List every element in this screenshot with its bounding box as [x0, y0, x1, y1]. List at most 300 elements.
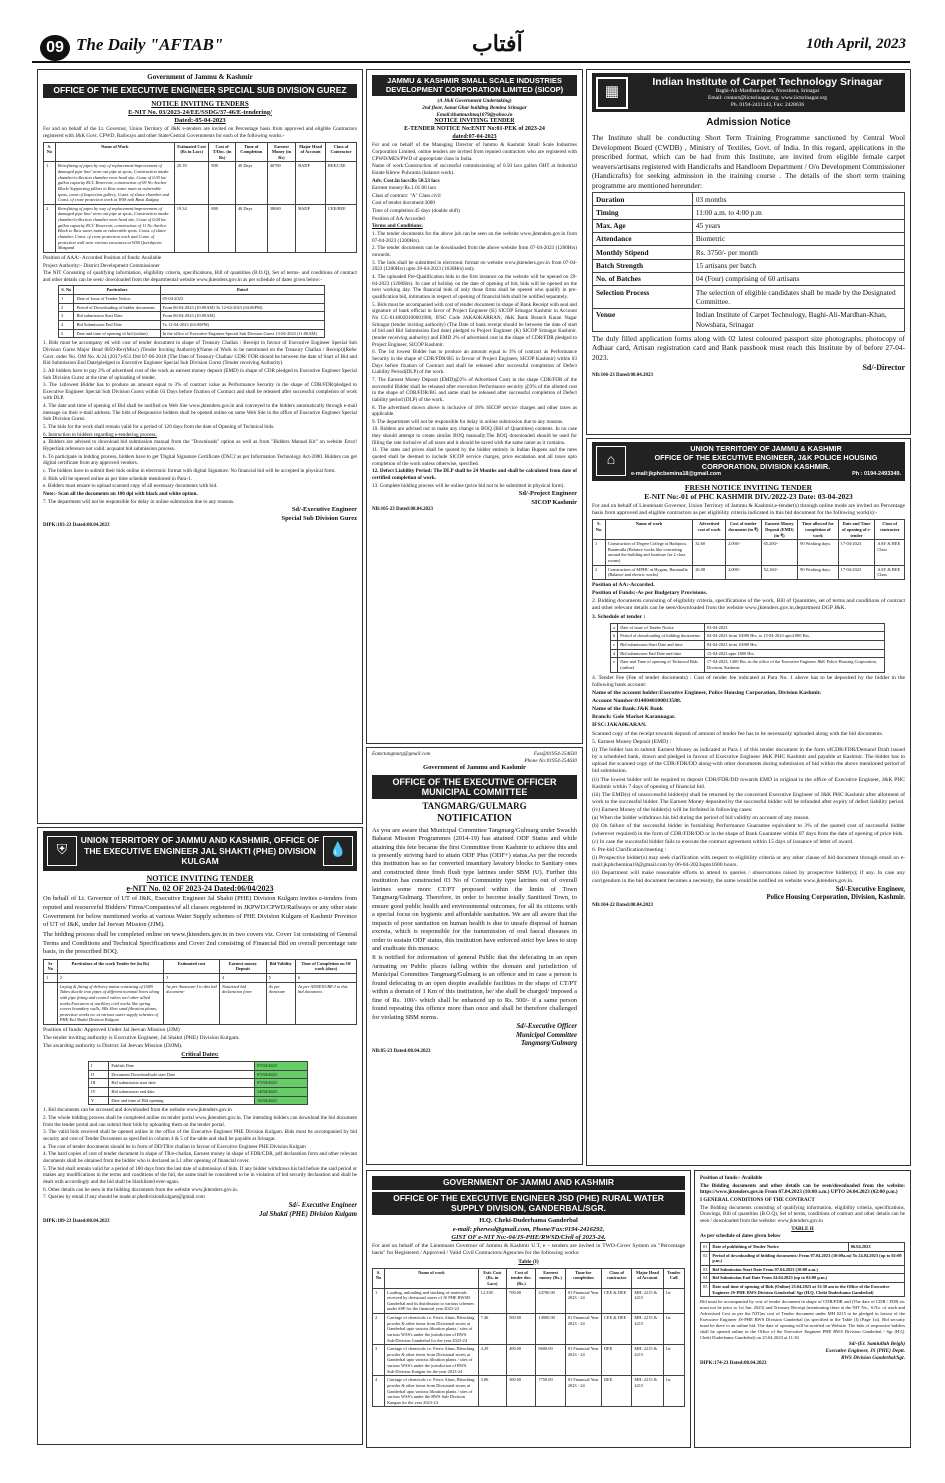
table-row [373, 1345, 685, 1376]
table-cell: 1st [663, 1345, 685, 1376]
works-table [592, 519, 905, 580]
body-text: The Bidding documents and other details can be seen/downloaded from the website: https://www.jktenders.gov.in From 07.04.2023 (10:00 a.m.) UPTO 24.04.2023 (02:00 p.m.) [700, 1182, 905, 1196]
table-cell: Selection Process [593, 286, 693, 309]
table-cell: 17-04-2023, 1400 Hrs. in the office of the Executive Engineer J&K Police Housing Corporation, Division, Kashmir. [704, 658, 885, 672]
table-cell: AAY & BEE Class [875, 540, 905, 566]
table-cell: 1st [663, 1376, 685, 1407]
nit-text: The NIT Consisting of qualifying information, eligibility criteria, specifications, Bill of quantities (B.O.Q), Set of terms- and conditions of contract and other details can be seen/ downloaded from the departmental website www.jktenders.gov.in as per schedule of dates given below:- [43, 270, 357, 283]
signature: Sd/-Director [862, 363, 905, 373]
ad-ganderbal-conditions [694, 1170, 911, 1448]
table-cell: Class of contractor [601, 1268, 632, 1288]
table-row [593, 540, 905, 566]
condition: 9. The department will not be responsible for delay in online submission due to any reasons. [372, 418, 564, 425]
table-cell: Carriage of chemicals i.e. Ferric Alum, Bleaching powder & other items from Divisional stores at Ganderbal upto various filtration plants / sites of various WSS's under the jurisdiction of RWS. Sub-Division Kangan for the year 2023-24 [385, 1345, 479, 1376]
paper-logo: آفتاب [472, 31, 523, 57]
table-cell: Attendance [593, 232, 693, 245]
aa-position: Position of AA:Accorded [372, 215, 425, 222]
acct-line: Name of the account holder:Executive Engineer, Police Housing Corporation, Division Kashmir. [592, 689, 822, 696]
ad-kulgam-tender [37, 827, 363, 1445]
enit-date: dated:07-04-2023 [452, 133, 497, 140]
body-text: Bid must be accompanied by cost of tender document in shape of CDR/FDR and (The date of CDR / FDR etc must not be prior to 1st Jan. 2023) and Treasury Receipt (mentioning there at the NIT No., S.No. of work and Advertised Cost as per the NIT)as cost of Tender document under MH 0215 to be pledged in favour of the Executive Engineer JS-PHE RWS Division Ganderbal (as specified in the Table (I) (Page 1st). Bid security must be there to an online bid. The date of opening will be notified on Website. The bids of responsive bidders shall be opened online in the Office of the Executive Engineer PHE RWS Division Ganderbal / Sgr (H.Q. Cheki Duderhama Ganderbal) on 25.04.2023 at 11:30 [700, 1299, 905, 1340]
table-cell: 40 Days [235, 162, 267, 204]
table-cell: 07/04/2023 [254, 1070, 307, 1079]
table-row [89, 1062, 308, 1071]
enit-date: Dated:-05-04-2023 [174, 116, 226, 124]
table-cell: The selection of eligible candidates shall be made by the Designated Committee. [692, 286, 904, 309]
funds-position: Position of funds:- Available [700, 1175, 763, 1181]
table-row [59, 320, 325, 329]
table-cell: Particulars [74, 286, 160, 295]
contact-row [631, 471, 901, 478]
jk-emblem-icon: ⛨ [47, 836, 77, 866]
critical-dates-heading: Critical Dates: [181, 1051, 219, 1058]
body-text: 2. Bidding documents consisting of eligibility criteria, specifications of the work, Bill of Quantities, set of terms and conditions of contract and other relevant details can be seen/downloaded from the website www.jktenders.gov.in,department DGP J&K. [592, 598, 906, 612]
enit-number: GIST OF e-NIT No:-04/JS-PHE/RWSD/Civil of 2023-24. [451, 1233, 606, 1241]
table-cell: II [89, 1070, 109, 1079]
table-row [701, 1283, 905, 1297]
position-text: Position of AAA:- Accorded Position of funds: Available [43, 254, 162, 261]
table-cell: Estt. Cost (Rs. in Lacs) [478, 1268, 506, 1288]
table-cell: MH: 2215 & 4215 [632, 1288, 663, 1314]
table-cell: 15 artisans per batch [692, 259, 904, 272]
table-cell: 04-04-2023 from 10000 Hrs. to 15-04-2023 upto1800 Hrs. [704, 632, 885, 641]
condition: 5. Bids must be accompanied with cost of tender document in shape of Bank Receipt with seal and signature of bank official in favor of Project Engineer (K) SICOP Srinagar Kashmir in Account No CC-0140020100001980, IFSC Code JAKA0KARRAN, J&K Bank Branch Karan Nagar Srinagar (tender inviting authority) (The Date of bank receipt should be between the date of start of bid and Bid Submission End date) pledged to Project Engineer (K) SICOP Srinagar Kashmir. (tender receiving authority) and EMD 2% of advertised cost in the shape of CDR/FDR pledged to Project Engineer, SICOP Kashmir. [372, 301, 578, 348]
table-cell: Date and Time of opening of e-tender [838, 520, 875, 540]
table-cell: 07/04/2023 [254, 1079, 307, 1088]
table-cell: 5 [59, 329, 74, 338]
notice-title: NOTIFICATION [437, 812, 512, 824]
col-header: Cost of T/Doc. (in Rs) [209, 142, 235, 162]
signature-division: RWS Division Ganderbal/Sgr. [840, 1354, 905, 1361]
emd-clause: (c) In case the successful bidder fails to execute the contract agreement within 15 days of issuance of letter of award. [592, 838, 854, 845]
ad-gurez-tender [37, 69, 363, 824]
table-cell: Earnest Money Deposit (EMD) (in ₹) [761, 520, 798, 540]
table-cell: 05-04-2023 [160, 295, 324, 304]
signature-office: SICOP Kashmir [531, 498, 577, 506]
table-cell: Venue [593, 308, 693, 331]
condition: 13. Complete bidding process will be online (price bid not to be submitted in physical form). [372, 482, 565, 489]
clause: 7. The department will not be responsible for delay in online submission due to any reasons. [43, 498, 235, 505]
condition: 8. The advertised shown above is inclusive of 18% SICOP service charges and other taxes as applicable. [372, 404, 577, 418]
table-cell: Earnest money (Rs.) [536, 1268, 565, 1288]
org-name: Indian Institute of Carpet Technology Srinagar [652, 76, 883, 88]
nb-number: NB:104-22 Dated:08.04.2023 [592, 903, 653, 909]
table-cell: IV [89, 1088, 109, 1097]
table-cell: BADP [296, 162, 326, 204]
signature: Sd/- Executive Engineer [288, 1201, 357, 1209]
signature: Sd/-Project Engineer [518, 490, 577, 498]
intro-text: For and on behalf of the Lieutenant Governor of Jammu & Kashmir U.T, e – tenders are invited in TWO-Cover System on "Percentage basis" for Registered / Approved / Valid Civil Contractors/Agencies for the following works: [372, 1243, 685, 1257]
table-cell: 7.46 [478, 1314, 506, 1345]
clause: 3. The 1stlowest Bidder has to produce an amount equal to 3% of contract value as Performance Security in the shape of CDR/FDR/pledged to Executive Engineer Special Sub Division Gurez within 03 Days before fixation of Contract and shall be released after successful completion of work with DLP. [43, 382, 357, 402]
table-row [89, 1070, 308, 1079]
table-cell: 03 [701, 1265, 710, 1274]
table-cell: 4.29 [478, 1345, 506, 1376]
table-row [373, 1376, 685, 1407]
gov-banner: GOVERNMENT OF JAMMU AND KASHMIR [372, 1176, 685, 1190]
notice-title: Admission Notice [706, 117, 791, 129]
table-cell: AAY & BEE Class [875, 565, 905, 579]
table-cell: Bid Submission End Date [74, 320, 160, 329]
table-cell: Document Download/sale start Date [109, 1070, 254, 1079]
emd-clause: (iii) The EMD(s) of unsuccessful bidder(s) shall be returned by the concerned Executive Engineer of J&K PHC Kashmir after allotment of work to the successful bidder. The Earnest Money deposited by the successful bidder will be refunded after expiry of defect liability period. [592, 791, 905, 805]
emd-clause: (ii) Department will make reasonable efforts to attend to queries / observations raised by prospective bidder(s); if any. In case any corrigendum in the bid document becomes a necessity, the same would be notified on website www.jktenders.gov.in. [592, 870, 905, 884]
table-row [44, 204, 357, 252]
notice-title: FRESH NOTICE INVITING TENDER [684, 482, 813, 492]
paper-name: The Daily "AFTAB" [76, 35, 224, 54]
table-cell: S. No [59, 286, 74, 295]
table-cell: Date and time of opening of Bids (Online) 25.04.2023 at 11:30 am in the Office of the Executive Engineer JS-PHE RWS Division Ganderbal/ Sgr (H.Q. Cheki Duderhama Ganderbal) [710, 1283, 905, 1297]
iict-logo-icon: ▦ [596, 77, 628, 109]
completion-time: Time of completion:45 days (double shift) [372, 208, 460, 215]
table-cell: 40 Days [235, 204, 267, 252]
table-cell: d [611, 649, 618, 658]
table-cell: 400.00 [507, 1345, 536, 1376]
table-cell: Batch Strength [593, 259, 693, 272]
table-cell: As per ANNEXURE-I to this bid document. [295, 982, 356, 1024]
table-cell: 17-04-2023 [838, 540, 875, 566]
table-cell: Time for completion [565, 1268, 601, 1288]
clause: b. To participate in bidding process, bidders have to get 'Digital Signature Certificate (DSC)' as per Information Technology Act-2000. Bidders can get digital certificate from any approved vendors. [43, 453, 357, 467]
table-cell: 05 [701, 1283, 710, 1297]
table-cell: 26.08 [693, 565, 726, 579]
table-cell: MH: 2215 & 4215 [632, 1345, 663, 1376]
table-cell: 01 [701, 1242, 710, 1251]
intro-text: On behalf of Lt. Governor of UT of J&K, Executive Engineer Jal Shakti (PHE) Division Kulgam invites e-tenders from reputed and resourceful Bidders/ Firms/Companies/of all classes registered in JKPWD/CPWD/Railways or any other state Government for below mentioned works at various Water Supply schemes of PHE Division Kulgam of Kashmir Province of UT of J&K, under Jal Jeevan Mission (JJM). [43, 895, 357, 929]
doc-cost: Cost of tender document:3000 [372, 200, 435, 207]
phone: Ph : 0194-2493349. [852, 471, 901, 478]
intro-text: The Institute shall be conducting Short Term Training Programme sanctioned by Central Wool Development Board (CWDB) , Ministry of Textiles, Govt. of India. In this regard, applications in the prescribed format, which can be had from this Institute, are invited from eligible female carpet weavers/artisans registered with Handicrafts and Handloom Department / O/o Development Commissioner (Handicrafts) for seeking admission in the training course . The details of the short term training programme are mentioned hereunder: [592, 133, 905, 190]
table-cell: I [89, 1062, 109, 1071]
table-row [611, 649, 885, 658]
emd-clause: (i) Prospective bidder(s) may seek clarification with respect to eligibility criteria or any other clause of bid document through email on e-mail:jkphcbemina18@gmail.com by 06-04-2023upto1600 hours. [592, 855, 905, 869]
table-cell: 32.60 [693, 540, 726, 566]
table-cell: MH: 2215 & 4215 [632, 1376, 663, 1407]
table-cell: 5 [266, 974, 295, 983]
emd-heading: 5. Earnest Money Deposit (EMD) : [592, 738, 671, 745]
place: TANGMARG/GULMARG [422, 801, 527, 812]
signature-office: Executive Engineer, JS (PHE) Deptt. [825, 1348, 905, 1355]
org-banner: JAMMU & KASHMIR SMALL SCALE INDUSTRIES DEVELOPMENT CORPORATION LIMITED (SICOP) [372, 75, 577, 96]
table-row [373, 1314, 685, 1345]
intro-text: For and on behalf of the Lt. Governor, Union Territory of J&K e-tenders are invited on Percentage basis from approved and eligible Contractors registered with J&K Govt. CPWD, Railways and other State/Central Governments for each of the following works:- [43, 126, 357, 139]
intro-text: For and on behalf of the Managing Director of Jammu & Kashmir Small Scale Industries Corporation Limited, online tenders are invited from reputed contractors who are registered with CPWD/MES/PWD of appropriate class in India. [372, 142, 577, 162]
condition: 4. The uploaded Pre-Qualification bids in the first instance on the website will be opened on 29-04-2023 (1200Hrs). In case of holiday on the date of opening of bid, bids will be opened on the next working day. The financial bids of only those firms shall be opened who qualify in pre-qualification bid, intimation in respect of opening of financial bids shall be notified separately. [372, 274, 578, 301]
table-cell: 1 [593, 540, 606, 566]
table-row [701, 1251, 905, 1265]
notice-title: NOTICE INVITING TENDERS [151, 99, 249, 108]
table-cell: Date and time of Bid opening [109, 1096, 254, 1105]
org-email: Email:khatmushtaq1079@yahoo.in [436, 111, 513, 118]
page-number: 09 [40, 35, 70, 61]
col-header: Time of Completion [235, 142, 267, 162]
table-cell: 4 [59, 320, 74, 329]
table-cell: BEE/CEE [325, 162, 356, 204]
clause: 5. The bids for the work shall remain valid for a period of 120 days from the date of Opening of Technical bids. [43, 424, 275, 431]
table-cell: 1 [44, 162, 56, 204]
table-cell: 500.00 [507, 1314, 536, 1345]
signature-office: Municipal Committee [516, 1031, 577, 1039]
table-cell: Bid submission end date [109, 1088, 254, 1097]
table-cell: Monthly Stipend [593, 246, 693, 259]
table-cell: 02 [701, 1251, 710, 1265]
table-row [59, 329, 325, 338]
clause: 1. Bid documents can be accessed and downloaded from the website www.jktenders.gov.in [43, 1107, 232, 1114]
table-cell: 06.04.2023 [848, 1242, 904, 1251]
schedule-table [610, 623, 885, 673]
table-cell: 8600.00 [536, 1345, 565, 1376]
emd-clause: (a) When the bidder withdraws his bid during the period of bid validity on account of any reason. [592, 815, 810, 822]
award-text: The awarding authority is District Jal Jeevan Mission (DJJM). [43, 1043, 183, 1050]
schedule-table [58, 285, 325, 338]
table-cell: 04 [701, 1274, 710, 1283]
email: e-mail:jkphcbemina18@gmail.com [631, 471, 722, 478]
table-cell: 01 Financial Year 2023 - 24 [565, 1345, 601, 1376]
table-cell: III [89, 1079, 109, 1088]
table-cell: S. No. [593, 520, 606, 540]
nb-number: NB:106-23 Dated:08.04.2023 [592, 373, 653, 379]
table-cell: 800 [209, 162, 235, 204]
table-cell: To 12-04-2023 (04:00PM) [160, 320, 324, 329]
table-cell: Retrofitting of pipes by way of replacement/improvement of damaged pipe line/ worn out pipe at spots, Construction intake chamber/collection chamber near head site, Const of 0.05 lac gallon capacity RCC Reservoir, construction of 09 No Anchor Block/ Supporting pillars to Raw water main at vulnerable spots, const of Inspection gullery, Const. of sluice chamber and Const. of crate protection work at WSS nali Basti Zadgay. [55, 162, 174, 204]
acct-line: Account Number:0148040100013588. [592, 697, 682, 704]
table-cell: CEE & DEE [601, 1314, 632, 1345]
authority-text: Project Authority:- District Development Commissioner [43, 262, 160, 269]
office-title: OFFICE OF THE EXECUTIVE ENGINEER, J&K POLICE HOUSING CORPORATION, DIVISION KASHMIR. [654, 452, 878, 471]
clause: a. Bidders are advised to download bid submission manual from the "Downloads" option as well as from "Bidders Manual Kit" on website Error! Hyperlink reference not valid. acquaint bid submission process. [43, 439, 357, 453]
table-row [611, 623, 885, 632]
col-header: S. No [44, 142, 56, 162]
table-cell: 700.00 [507, 1288, 536, 1314]
clause: 2. The whole bidding process shall be completed online on tender portal www.jktenders.gov.in. The intending bidders can download the bid document from the tender portal and can submit their bids by uploading them on the tender portal. [43, 1115, 357, 1128]
signature-office: Police Housing Corporation, Division, Kashmir. [766, 894, 905, 902]
dipk-number: DIPK:174-23 Dated:08.04.2023 [700, 1361, 767, 1367]
nb-number: NB:105-23 Dated:08.04.2023 [372, 507, 433, 513]
table-cell: Max. Age [593, 219, 693, 232]
condition: 7. The Earnest Money Deposit (EMD)@2% of Advertised Cost) in the shape CDR/FDR of the successful Bidder shall be released after execution Performance security @3% of the allotted cost in the shape of CDR/FDR/BG and same shall be released after successful completion of Defect liability period (DLP) of the work. [372, 376, 577, 403]
table-cell: 07/04/2023 [254, 1062, 307, 1071]
gov-title: Government of Jammu and Kashmir [423, 764, 526, 772]
table-cell: Time of Completion on Of work (days) [295, 959, 356, 973]
office-banner: UNION TERRITORY OF JAMMU AND KASHMIR, OFFICE OF THE EXECUTIVE ENGINEER JAL SHAKTI (PHE) DIVISION KULGAM [80, 835, 320, 867]
table-cell: Carriage of chemicals i.e. Ferric Alum, Bleaching powder & other items from Divisional stores at Ganderbal upto various filtration plants / sites of various WSS's under the jurisdiction of RWS. Sub-Division Ganderbal for the year 2023-24 [385, 1314, 479, 1345]
table-cell: 20.39 [174, 162, 209, 204]
signature-place: Tangmarg/Gulmarg [520, 1040, 577, 1048]
table-row [44, 162, 357, 204]
clause: e. Bidders must ensure to upload scanned copy of all necessary documents with bid. [43, 483, 218, 490]
acct-line: Name of the Bank:J&K Bank [592, 706, 663, 713]
adv-cost: Adv. Cost.In lacs:Rs 50.53 lacs [372, 177, 440, 184]
table-cell: Class of contractor [875, 520, 905, 540]
dipk-number: DIPK:183-23 Dated:08.04.2023 [43, 522, 110, 528]
table-cell: No. of Batches [593, 272, 693, 285]
table-cell: 7750.00 [536, 1376, 565, 1407]
table-cell: a [611, 623, 618, 632]
table-cell: Advertised cost of work [693, 520, 726, 540]
clause: Note:- Scan all the documents on 100 dpi with black and white option. [43, 491, 198, 498]
ad-tangmarg-notification [366, 747, 583, 1165]
table-cell: BADP [296, 204, 326, 252]
table-row [593, 246, 905, 259]
table-cell: 90 Working days. [798, 565, 839, 579]
table-cell: 6 [295, 974, 356, 983]
office-banner: OFFICE OF THE EXECUTIVE ENGINEER JSD (PHE) RURAL WATER SUPPLY DIVISION, GANDERBAL/SGR. [372, 1192, 685, 1216]
table-cell: Loading, unloading and stacking of materials received by divisional stores of JS PHE RWSD Ganderbal and its distribution to various schemes under SSP for the financial year 2023-24 [385, 1288, 479, 1314]
body-text: The Bidding documents consisting of qualifying information, eligibility criteria, specifications, Drawings, Bill of quantities (B.O.Q), Set of terms, conditions of contract and other details can be seen / downloaded from the website: www.jktenders.gov.in [700, 1204, 905, 1224]
table-cell: DEE [601, 1345, 632, 1376]
table-cell: 52,160/- [761, 565, 798, 579]
acct-line: Branch: Gole Market Karannagar. [592, 714, 676, 721]
notice-title: NOTICE INVITING TENDER [146, 873, 254, 883]
table-cell: From 06-04-2023 (10:00AM) [160, 312, 324, 321]
table-cell: 01 Financial Year 2023 - 24 [565, 1376, 601, 1407]
col-header: Major Head of Account [296, 142, 326, 162]
table-cell: 3 [164, 974, 220, 983]
schedule-sub: As per schedule of dates given below [700, 1233, 781, 1240]
body-text: The bidding process shall be completed online on www.jktenders.gov.in in two covers viz. Cover 1st consisting of General Terms and Conditions and Technical Specifications and Cover 2nd consisting of Financial Bid on overall percentage rate basis, in the prescribed BOQ. [43, 930, 357, 956]
col-header: Name of Work [55, 142, 174, 162]
table-cell: Particulars of the work Tender fee (in Rs) [57, 959, 163, 973]
table-cell: 3 [59, 312, 74, 321]
table-cell: Bid Submission Start Date From 07.04.2023 (10:00 a.m.) [710, 1265, 905, 1274]
table-cell: Date of issue of Tender Notice [618, 623, 705, 632]
phc-header [592, 442, 905, 481]
table-row [89, 1088, 308, 1097]
table-cell: e [611, 658, 618, 672]
table-cell: Tender Call [663, 1268, 685, 1288]
issue-date: 10th April, 2023 [806, 36, 906, 52]
office-banner: OFFICE OF THE EXECUTIVE OFFICER MUNICIPAL COMMITTEE [372, 775, 577, 800]
emd-clause: (i) The bidder has to submit Earnest Money as indicated at Para 1 of this tender document in the form ofCDR/FDR/Demand Draft issued by a scheduled bank, drawn and pledged in favour of Executive Engineer J&K PHC Kashmir and payable at Kashmir. The bidder has to upload the scanned copy of the CDR/FDR/DD along-with other documents during submission of bid within the above mentioned period of bid submission. [592, 746, 906, 775]
table-cell: Time allowed for completion of work [798, 520, 839, 540]
clause: 4. The hard copies of cost of tender document in shape of TR/e-challan, Earnest money in shape of FDR/CDR, pdf declaration form and other relevant documents shall be obtained from the bidder who is declared as L1 after opening of financial cover. [43, 1151, 357, 1164]
clause: 3. The valid bids received shall be opened online in the office of the Executive Engineer PHE Division Kulgam. Bids must be accompanied by bid security and cost of Tender Document as specified in column 4 & 5 of the table and shall be payable at Srinagar. [43, 1129, 357, 1142]
col-header: Class of Contractor [325, 142, 356, 162]
condition: 6. The 1st lowest Bidder has to produce an amount equal to 3% of contract as Performance Security in the shape of CDR/FDR/BG in favour of Project Engineer, SICOP Kashmir) within 03 Days before fixation of Contract and shall be released after successful completion of Defect Liability Period(DLP) of the work. [372, 349, 578, 376]
table-cell: 2 [44, 204, 56, 252]
table-cell: 03-04-2023 [704, 623, 885, 632]
table-cell: Bid Submission End Date From 24.04.2023 (up to 02:00 p.m.) [710, 1274, 905, 1283]
email: Eomctangmarg@gmail.com [372, 751, 431, 757]
table-cell: Notarized bid declaration form [219, 982, 266, 1024]
clause: d. Bids will be opened online as per time schedule mentioned in Para-1. [43, 475, 192, 482]
table-cell: 12.338 [478, 1288, 506, 1314]
table-cell: Major Head of Account [632, 1268, 663, 1288]
iict-header [592, 73, 905, 112]
table-cell: Construction of Degree College at Hadipora, Baramulla (Balance works like concreting around the building and furniture for 2 class rooms) [605, 540, 692, 566]
table-cell: 14/04/2023 [254, 1088, 307, 1097]
table-cell: 15-04-2023 upto 1800 Hrs. [704, 649, 885, 658]
contract-class: Class of contract: "A" Class civil [372, 192, 441, 199]
terms-heading: Terms and Conditions: [372, 223, 423, 230]
kulgam-header [43, 831, 357, 871]
emd-clause: 6. Pre-bid Clarification/meeting : [592, 846, 667, 853]
table-cell: Bid submission Start Date [74, 312, 160, 321]
condition: 2. The tender documents can be downloaded from the above website from 07-04-2023 (1200Hrs) onwards. [372, 245, 578, 259]
table-cell: 3.86 [478, 1376, 506, 1407]
ad-ganderbal-tender [366, 1170, 691, 1448]
table-cell: Cost of tender document (in ₹) [726, 520, 762, 540]
table-cell: Date of publishing of Tender Notice [710, 1242, 848, 1251]
table-row [59, 312, 325, 321]
table-row [593, 193, 905, 206]
table-row [593, 259, 905, 272]
table-cell: 800 [209, 204, 235, 252]
table-cell: DEE [601, 1376, 632, 1407]
table-cell: Carriage of chemicals i.e. Ferric Alum, Bleaching powder & other items from Divisional stores at Ganderbal upto various filtration plants / sites of various WSS's under the RWS Sub-Division Kangan for the year 2023-24 [385, 1376, 479, 1407]
works-table [372, 1268, 685, 1408]
signature: Sd/-Executive Officer [516, 1023, 577, 1031]
table-cell: Period of downloading of bidding documents: From 07.04.2023 (10:00a.m) To 24.04.2023 (up to 02:00 p.m.) [710, 1251, 905, 1265]
table-cell: 65,200/- [761, 540, 798, 566]
signature: Sd/-Executive Engineer [291, 506, 357, 514]
table-cell: 15/04/2023 [254, 1096, 307, 1105]
table-cell: Period of downloading of bidding documents [618, 632, 705, 641]
table-cell: CEE/BEE [325, 204, 356, 252]
contact-row [372, 751, 577, 758]
signature-office: Special Sub Division Gurez [281, 514, 357, 522]
table-row [593, 206, 905, 219]
table-cell: 2 [57, 974, 163, 983]
table-cell: Sr No [44, 959, 58, 973]
table-row [59, 295, 325, 304]
table-cell: 11:00 a.m. to 4:00 p.m [692, 206, 904, 219]
clause: 7. Queries by email if any should be made at phedivisionKulgam@gmail.com [43, 1194, 205, 1201]
body-text: 4. Tender Fee (Fee of tender documents) : Cost of tender fee indicated at Para No. 1 above has to be deposited by the bidder in the following bank account: [592, 674, 906, 688]
table-row [89, 1079, 308, 1088]
table-cell: 1st [663, 1288, 685, 1314]
clause: a. The cost of tender documents should be in form of DD/TR/e challan in favour of Executive Engineer PHE Division Kulgam [43, 1143, 306, 1150]
table-cell: From 06-04-2023 (10:00AM) To 12-04-2023 (04:00PM) [160, 303, 324, 312]
table-cell: Dated [160, 286, 324, 295]
funds-position: Position of Funds:-As per Budgetary Provisions. [592, 590, 708, 597]
table-cell: Date and Time of opening of Technical Bids (online) [618, 658, 705, 672]
authority-text: The tender inviting authority is Executive Engineer, Jal Shakti (PHE) Division Kulgam. [43, 1035, 240, 1042]
gov-title: Government of Jammu & Kashmir [147, 73, 253, 81]
condition: 12. Defect Liability Period: The DLP shall be 24 Months and shall be calculated from date of certified completion of work. [372, 468, 578, 482]
col-header: Estimated Cost (Rs in Lacs) [174, 142, 209, 162]
table-cell: Duration [593, 193, 693, 206]
email-phone: e-mail: pherwsd@gmail.com, Phone/Fax:0194-2416292, [452, 1225, 605, 1233]
table-cell: 4 [219, 974, 266, 983]
table-cell: 4 [373, 1376, 385, 1407]
table-cell: 45 years [692, 219, 904, 232]
table-cell: As per Annexure-I to this bid document- [164, 982, 220, 1024]
nb-number: NB:85-23 Dated:08.04.2023 [372, 1049, 431, 1055]
table-cell: Bid submission End Date and time [618, 649, 705, 658]
clause: 2. All bidders have to pay 2% of advertised cost of the work as earnest money deposit (EMD) in shape of CDR pledged to Executive Engineer Special Sub Division Gurez at the time of uploading of tender. [43, 367, 357, 381]
works-table [43, 959, 357, 1025]
org-address: Baghi-Ali-Mardhan-Khan, Nowshera, Srinagar [715, 88, 820, 94]
table-cell: 3 [373, 1345, 385, 1376]
clause: 6. Instruction to bidders regarding e-tendering process. [43, 431, 157, 438]
ad-sicop-tender [366, 69, 583, 744]
table-cell: 1 [44, 974, 58, 983]
intro-text: For and on behalf of Lieutenant Governor, Union Territory of Jammu & Kashmir,e-tender(s) through online mode are invited on Percentage basis from approved and eligible contractors as per eligibility criteria indicated in this bid document for the following work(s):- [592, 503, 905, 517]
acct-line: IFSC:JAKA0KARAN. [592, 722, 647, 729]
condition: 1. The tender documents for the above job can be seen on the website www.jktenders.gov.in from 07-04-2023 (1200Hrs). [372, 231, 577, 244]
table-row [701, 1242, 905, 1251]
table-cell: MH: 2215 & 4215 [632, 1314, 663, 1345]
works-table [43, 142, 357, 253]
table-cell: Laying & fitting of delivery mains consisting of GMS Tubes ductile iron pipes of different nominal bores along with pipe fitting and control valves incl other allied works Execution of ancillary civil works like spring covers boundary walls, SRs Slow sand filtration plants, protection works etc at various water supply schemes of PHE Kul Shakti Division Kulgam [57, 982, 163, 1024]
table-row [611, 641, 885, 650]
org-email: Email: contact@iictsrinagar.org; www.iictsrinagar.org [708, 95, 827, 102]
hq-address: H.Q. Cheki-Duderhama Ganderbal [479, 1217, 578, 1225]
fax: Fax@01954-254630 [533, 751, 577, 757]
water-drop-icon: 💧 [323, 836, 353, 866]
table-cell: Construction of MPHC at Hygam, Baramulla (Balance and electric works) [605, 565, 692, 579]
